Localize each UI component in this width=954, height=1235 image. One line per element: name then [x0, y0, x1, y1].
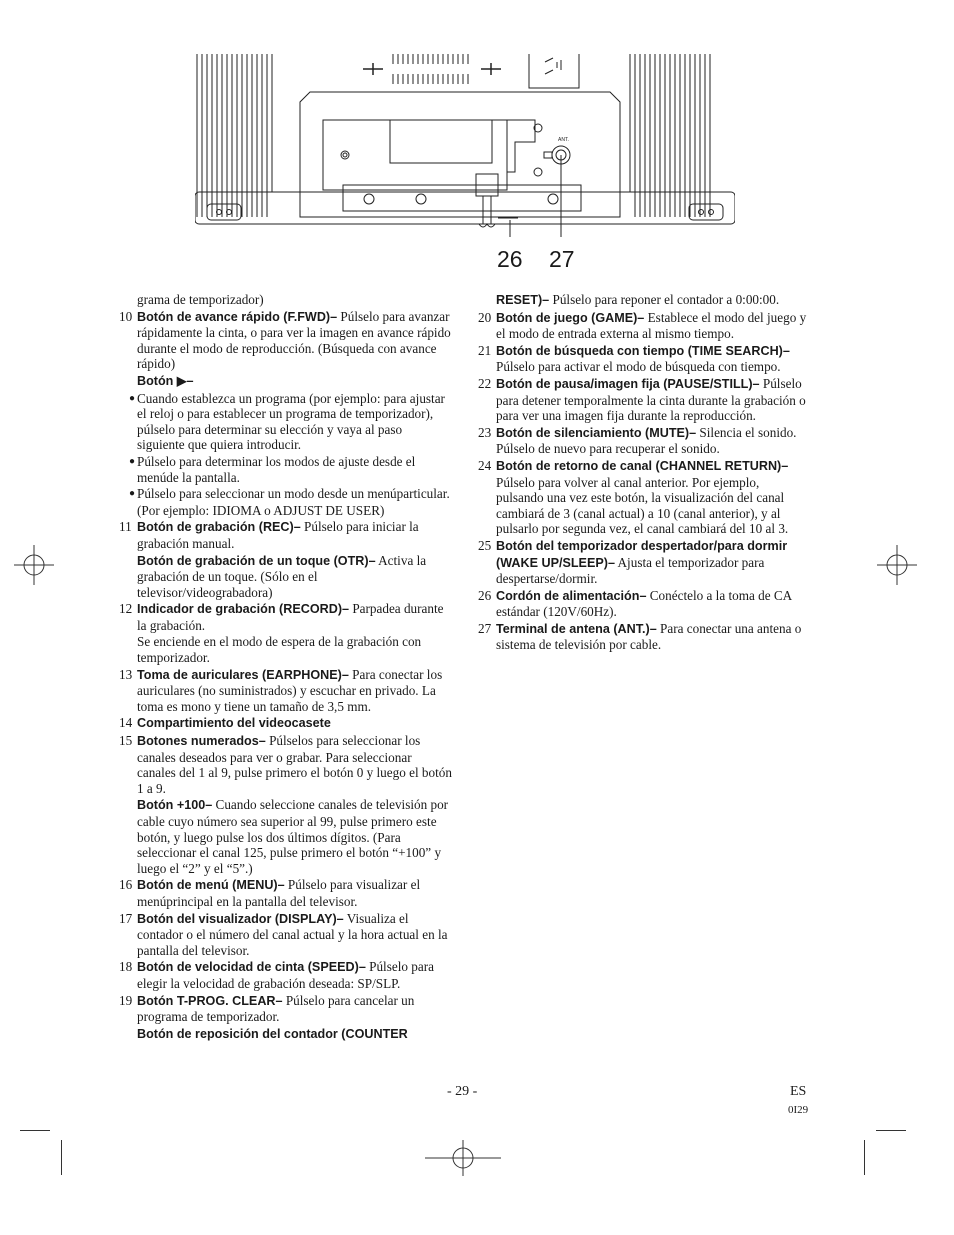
crop-mark-top-left — [20, 1130, 50, 1131]
item-text: Ajusta el temporizador para despertarse/dormir. — [496, 554, 765, 587]
crop-mark-top-right — [876, 1130, 906, 1131]
crop-mark-left-vertical — [61, 1140, 62, 1175]
item-15 — [119, 733, 452, 796]
item-title: Botón de velocidad de cinta (SPEED)– — [137, 960, 366, 975]
item-title: Cordón de alimentación– — [496, 588, 647, 603]
item-number: 21 — [478, 342, 492, 358]
item-title: Botón de pausa/imagen fija (PAUSE/STILL)– — [496, 376, 760, 391]
item-title: Compartimiento del videocasete — [137, 716, 331, 731]
item-title: Terminal de antena (ANT.)– — [496, 621, 657, 636]
language-code: ES — [790, 1084, 807, 1099]
top-vent-slots — [393, 54, 468, 84]
item-number: 26 — [478, 587, 492, 603]
item-text: Establece el modo del juego y el modo de entrada externa al mismo tiempo. — [496, 309, 807, 342]
example-text: (Por ejemplo: IDIOMA o ADJUST DE USER) — [137, 502, 385, 518]
item-text: Conéctelo a la toma de CA estándar (120V/60Hz). — [496, 587, 792, 620]
item-number: 13 — [119, 666, 133, 682]
item-text: Visualiza el contador o el número del canal actual y la hora actual en la pantalla del televisor. — [137, 910, 448, 958]
item-19-sub — [119, 1026, 452, 1043]
registration-mark-bottom — [425, 1138, 505, 1178]
item-text: Púlselo para cancelar un programa de temporizador. — [137, 992, 415, 1025]
item-title: Botón de juego (GAME)– — [496, 310, 645, 325]
bullet-dot-icon: ● — [129, 488, 136, 500]
item-number: 10 — [119, 308, 133, 324]
item-number: 14 — [119, 715, 133, 731]
item-text: Para conectar una antena o sistema de televisión por cable. — [496, 620, 802, 653]
item-title: Botones numerados– — [137, 734, 266, 749]
item-number: 27 — [478, 620, 492, 636]
item-title: Botón de búsqueda con tiempo (TIME SEARCH)– — [496, 343, 790, 358]
item-text: Parpadea durante la grabación. — [137, 601, 444, 633]
item-text: Púlselo para avanzar rápidamente la cinta, o para ver la imagen en avance rápido durante el modo de reproducción. (Búsqueda con avance rápido) — [137, 308, 451, 372]
item-text: Silencia el sonido. Púlselo de nuevo para recuperar el sonido. — [496, 424, 797, 457]
item-title: Botón de silenciamiento (MUTE)– — [496, 425, 697, 440]
item-text: Púlselo para iniciar la grabación manual. — [137, 519, 419, 551]
item-number: 18 — [119, 959, 133, 975]
item-24 — [478, 458, 810, 537]
item-25 — [478, 538, 810, 587]
continuation-text — [478, 292, 810, 309]
item-title: Botón del visualizador (DISPLAY)– — [137, 911, 344, 926]
ant-label: ANT. — [558, 137, 569, 143]
callout-26: 26 — [497, 246, 523, 272]
bullet-text: Púlselo para determinar los modos de ajuste desde el menúde la pantalla. — [137, 453, 416, 485]
left-vent-ribs — [197, 54, 272, 217]
tv-vcr-rear-diagram — [195, 52, 735, 237]
item-text: Púlselo para detener temporalmente la cinta durante la grabación o para ver una imagen fija durante la reproducción. — [496, 375, 806, 424]
item-title: Botón de grabación (REC)– — [137, 520, 301, 535]
item-sub-text: Cuando seleccione canales de televisión por cable cuyo número sea superior al 99, pulse primero este botón, y luego pulse los dos últimos dígitos. (Para seleccionar el canal 125, pulse primero el botón “+100” y luego el “2” y el “5”.) — [137, 797, 449, 876]
item-19 — [119, 993, 452, 1025]
item-sub-title: Botón de grabación de un toque (OTR)– — [137, 553, 376, 568]
registration-mark-left — [14, 545, 54, 585]
item-text: Púlselo para visualizar el menúprincipal en la pantalla del televisor. — [137, 877, 421, 909]
item-22 — [478, 376, 810, 424]
item-sub-title: Botón de reposición del contador (COUNTER — [137, 1026, 408, 1041]
item-text: Púlselo para volver al canal anterior. Por ejemplo, pulsando una vez este botón, la visualización del canal cambiará de 3 (canal actual) a 10 (canal anterior), y al pulsarlo por segunda vez, el canal cambiará del 10 al 3. — [496, 474, 789, 537]
item-20 — [478, 310, 810, 342]
item-number: 15 — [119, 733, 133, 749]
item-title: Indicador de grabación (RECORD)– — [137, 602, 350, 617]
item-sub-title: Botón ▶– — [137, 373, 194, 388]
item-number: 17 — [119, 910, 133, 926]
item-27 — [478, 621, 810, 653]
item-number: 22 — [478, 375, 492, 391]
bullet — [119, 486, 452, 502]
item-text: Púlselo para activar el modo de búsqueda con tiempo. — [496, 359, 781, 375]
registration-mark-right — [877, 545, 917, 585]
item-number: 12 — [119, 601, 133, 617]
item-23 — [478, 425, 810, 457]
continuation-text: grama de temporizador) — [137, 292, 264, 307]
item-11-sub — [119, 553, 452, 601]
bullet-text: Púlselo para seleccionar un modo desde un menúparticular. — [137, 486, 450, 502]
page-code: 0I29 — [788, 1104, 809, 1116]
right-column — [478, 292, 810, 654]
item-10 — [119, 309, 452, 372]
bullet-text: Cuando establezca un programa (por ejemplo: para ajustar el reloj o para establecer un programa de temporizador), púlselo para determinar su elección y vaya al paso siguiente que quiera introducir. — [137, 390, 445, 453]
item-10-sub — [119, 373, 452, 390]
item-title: Toma de auriculares (EARPHONE)– — [137, 667, 349, 682]
item-text: Para conectar los auriculares (no suministrados) y escuchar en privado. La toma es mono y tiene un tamaño de 3,5 mm. — [137, 666, 443, 714]
bullet — [119, 391, 452, 453]
item-number: 24 — [478, 457, 492, 473]
item-number: 11 — [119, 519, 132, 535]
item-number: 25 — [478, 537, 492, 553]
right-vent-ribs — [630, 54, 710, 217]
item-26 — [478, 588, 810, 620]
item-sub-text: Púlselo para reponer el contador a 0:00:00. — [549, 292, 780, 307]
item-title: Botón del temporizador despertador/para dormir (WAKE UP/SLEEP)– — [496, 538, 788, 570]
item-sub-title: Botón +100– — [137, 798, 213, 813]
item-title: Botón de menú (MENU)– — [137, 878, 285, 893]
item-14 — [119, 715, 452, 732]
crop-mark-right-vertical — [864, 1140, 865, 1175]
callout-27: 27 — [549, 246, 575, 272]
page-number: - 29 - — [447, 1084, 478, 1099]
item-21 — [478, 343, 810, 375]
left-column — [119, 292, 452, 1043]
item-text: Púlselos para seleccionar los canales deseados para ver o grabar. Para seleccionar canales del 1 al 9, pulse primero el botón 0 y luego el botón 1 a 9. — [137, 733, 452, 796]
item-number: 16 — [119, 877, 133, 893]
item-11 — [119, 519, 452, 551]
item-13 — [119, 667, 452, 715]
item-15-sub — [119, 797, 452, 876]
item-title: Botón de retorno de canal (CHANNEL RETURN)– — [496, 458, 789, 473]
item-number: 23 — [478, 424, 492, 440]
bullet-dot-icon: ● — [129, 392, 136, 404]
item-16 — [119, 877, 452, 909]
item-18 — [119, 959, 452, 991]
item-number: 19 — [119, 992, 133, 1008]
item-title: Botón T-PROG. CLEAR– — [137, 993, 283, 1008]
item-12-extra: Se enciende en el modo de espera de la grabación con temporizador. — [137, 634, 422, 666]
item-number: 20 — [478, 309, 492, 325]
item-12 — [119, 601, 452, 633]
bullet — [119, 454, 452, 485]
item-text: Púlselo para elegir la velocidad de grabación deseada: SP/SLP. — [137, 959, 434, 991]
bullet-dot-icon: ● — [129, 455, 136, 467]
item-title: Botón de avance rápido (F.FWD)– — [137, 309, 338, 324]
item-17 — [119, 911, 452, 959]
item-sub-title: RESET)– — [496, 293, 550, 307]
item-sub-text: Activa la grabación de un toque. (Sólo en el televisor/videograbadora) — [137, 552, 427, 600]
